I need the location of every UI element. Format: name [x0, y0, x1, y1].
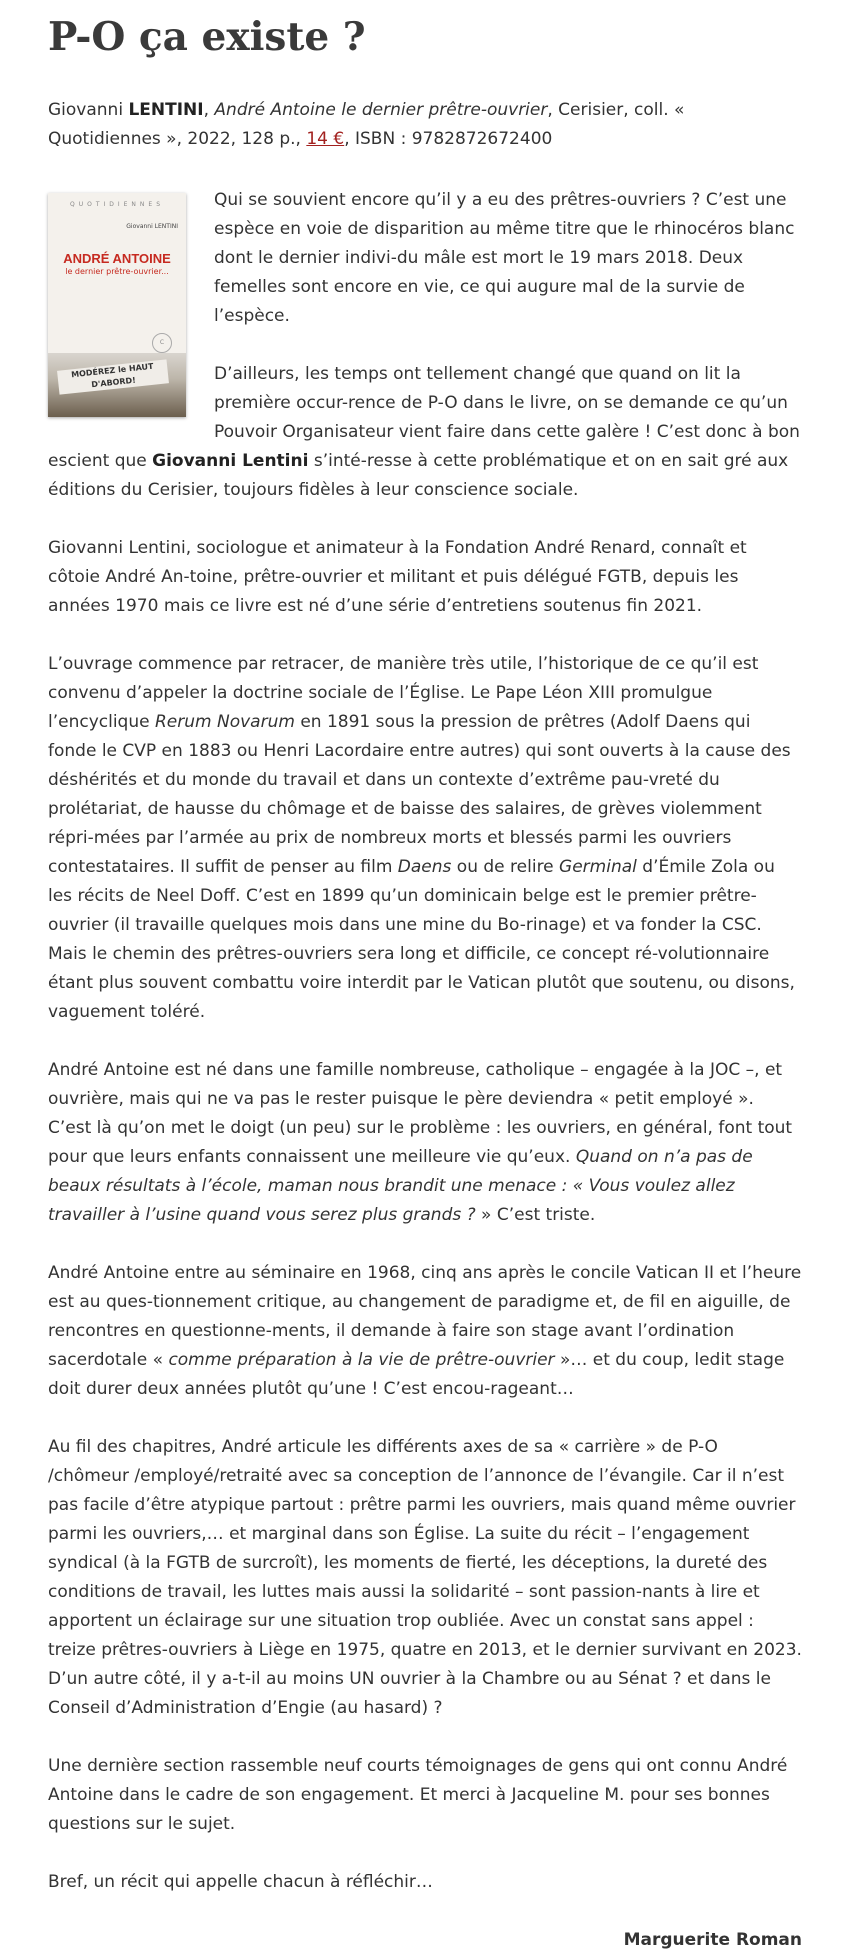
author-signature: Marguerite Roman	[623, 1930, 802, 1950]
author-last-name: LENTINI	[128, 100, 204, 120]
paragraph-3: Giovanni Lentini, sociologue et animateur à la Fondation André Renard, connaît et côtoie André An-toine, prêtre-ouvrier et militant et puis délégué FGTB, depuis les années 1970 mais ce livre est né d’une série d’entretiens soutenus fin 2021.	[48, 538, 747, 616]
publication-details: , Cerisier, coll. « Quotidiennes », 2022, 128 p.,	[48, 100, 685, 149]
separator: ,	[203, 100, 215, 120]
author-first-name: Giovanni	[48, 100, 129, 120]
publisher-logo-icon: C	[152, 333, 172, 353]
paragraph-9: Bref, un récit qui appelle chacun à réfléchir…	[48, 1872, 433, 1892]
text-span: » C’est triste.	[475, 1205, 596, 1225]
text-span: D’ailleurs, les temps ont tellement changé que quand on lit la première occur-rence de P-O dans le livre, on se demande ce qu’un Pouvoir Organisateur vient faire dans cette galère ! C’est donc à bon escient que	[48, 364, 800, 471]
paragraph-8: Une dernière section rassemble neuf courts témoignages de gens qui ont connu André Antoine dans le cadre de son engagement. Et merci à Jacqueline M. pour ses bonnes questions sur le sujet.	[48, 1756, 788, 1834]
text-span: ou de relire	[451, 857, 560, 877]
paragraph-4	[48, 650, 802, 1027]
paragraph-5	[48, 1056, 802, 1230]
paragraph-1: Qui se souvient encore qu’il y a eu des prêtres-ouvriers ? C’est une espèce en voie de disparition au même titre que le rhinocéros blanc dont le dernier indivi-du mâle est mort le 19 mars 2018. Deux femelles sont encore en vie, ce qui augure mal de la survie de l’espèce.	[214, 190, 795, 326]
text-span: s’inté-resse à cette problématique et on en sait gré aux éditions du Cerisier, toujours fidèles à leur conscience sociale.	[48, 451, 789, 500]
cover-title: ANDRÉ ANTOINE	[63, 251, 171, 266]
encyclical-title: Rerum Novarum	[155, 712, 295, 732]
book-cover-image	[48, 193, 186, 417]
isbn: , ISBN : 9782872672400	[344, 129, 553, 149]
author-name: Giovanni Lentini	[152, 451, 309, 471]
paragraph-7: Au fil des chapitres, André articule les différents axes de sa « carrière » de P-O /chômeur /employé/retraité avec sa conception de l’annonce de l’évangile. Car il n’est pas facile d’être atypique partout : prêtre parmi les ouvriers, mais quand même ouvrier parmi les ouvriers,… et marginal dans son Église. La suite du récit – l’engagement syndical (à la FGTB de surcroît), les moments de fierté, les déceptions, la dureté des conditions de travail, les luttes mais aussi la solidarité – sont passion-nants à lire et apportent un éclairage sur une situation trop oubliée. Avec un constat sans appel : treize prêtres-ouvriers à Liège en 1975, quatre en 2013, et le dernier survivant en 2023. D’un autre côté, il y a-t-il au moins UN ouvrier à la Chambre ou au Sénat ? et dans le Conseil d’Administration d’Engie (au hasard) ?	[48, 1437, 802, 1718]
text-span: en 1891 sous la pression de prêtres (Adolf Daens qui fonde le CVP en 1883 ou Henri Lacordaire entre autres) qui sont ouverts à la cause des déshérités et du monde du travail et dans un contexte d’extrême pau-vreté du prolétariat, de hausse du chômage et de baisse des salaires, de grèves violemment répri-mées par l’armée au prix de nombreux morts et blessés parmi les ouvriers contestataires. Il suffit de penser au film	[48, 712, 791, 877]
quote: Quand on n’a pas de beaux résultats à l’école, maman nous brandit une menace : « Vous voulez allez travailler à l’usine quand vous serez plus grands ?	[48, 1147, 753, 1225]
text-span: »… et du coup, ledit stage doit durer deux années plutôt qu’une ! C’est encou-rageant…	[48, 1350, 785, 1399]
novel-title: Germinal	[559, 857, 637, 877]
cover-series: QUOTIDIENNES	[69, 201, 165, 208]
text-span: d’Émile Zola ou les récits de Neel Doff. C’est en 1899 qu’un dominicain belge est le premier prêtre-ouvrier (il travaille quelques mois dans une mine du Bo-rinage) et va fonder la CSC. Mais le chemin des prêtres-ouvriers sera long et difficile, ce concept ré-volutionnaire étant plus souvent combattu voire interdit par le Vatican plutôt que soutenu, ou disons, vaguement toléré.	[48, 857, 795, 1022]
text-span: André Antoine entre au séminaire en 1968, cinq ans après le concile Vatican II et l’heure est au ques-tionnement critique, au changement de paradigme et, de fil en aiguille, de rencontres en questionne-ments, il demande à faire son stage avant l’ordination sacerdotale «	[48, 1263, 802, 1370]
text-span: L’ouvrage commence par retracer, de manière très utile, l’historique de ce qu’il est convenu d’appeler la doctrine sociale de l’Église. Le Pape Léon XIII promulgue l’encyclique	[48, 654, 759, 732]
book-cover[interactable]	[48, 193, 186, 417]
bibliographic-reference	[48, 96, 802, 154]
book-title: André Antoine le dernier prêtre-ouvrier	[214, 100, 548, 120]
article	[48, 0, 802, 1955]
cover-author: Giovanni LENTINI	[126, 223, 178, 230]
film-title: Daens	[397, 857, 452, 877]
paragraph-6	[48, 1259, 802, 1404]
cover-banner: MODÉREZ le HAUT D'ABORD!	[57, 359, 169, 394]
page-title: P-O ça existe ?	[48, 14, 366, 60]
quote: comme préparation à la vie de prêtre-ouvrier	[168, 1350, 555, 1370]
price-link[interactable]: 14 €	[306, 129, 345, 149]
text-span: André Antoine est né dans une famille nombreuse, catholique – engagée à la JOC –, et ouvrière, mais qui ne va pas le rester puisque le père deviendra « petit employé ». C’est là qu’on met le doigt (un peu) sur le problème : les ouvriers, en général, font tout pour que leurs enfants connaissent une meilleure vie qu’eux.	[48, 1060, 793, 1167]
cover-subtitle: le dernier prêtre-ouvrier...	[65, 267, 169, 276]
